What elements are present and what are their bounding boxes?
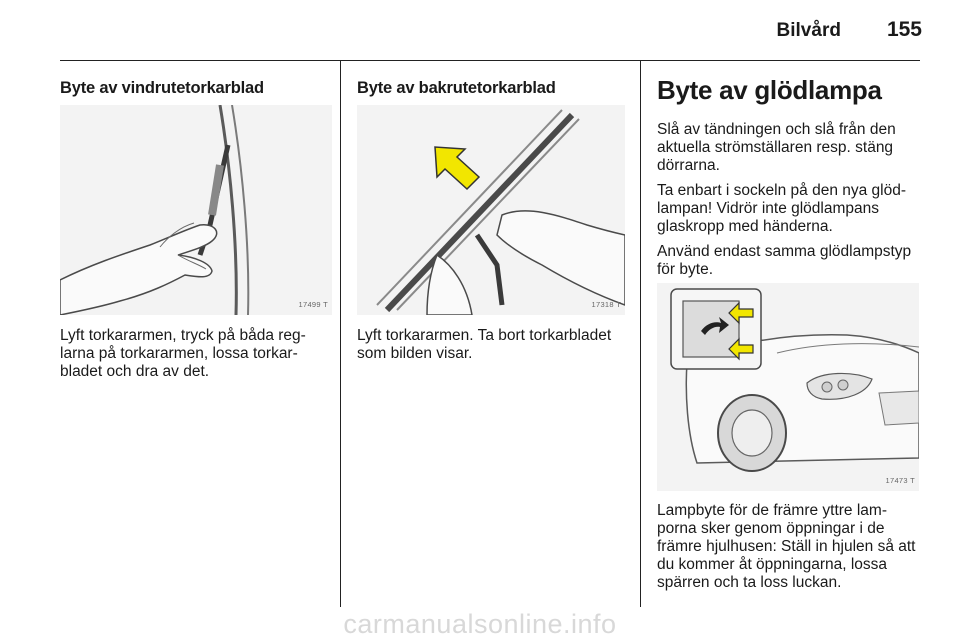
section-heading-large: Byte av glödlampa <box>657 75 882 105</box>
instruction-paragraph: Slå av tändningen och slå från den aktuella strömställaren resp. stäng dörrarna. <box>657 121 896 174</box>
wiper-blade-illustration <box>60 105 332 315</box>
rear-wiper-drawing <box>357 105 625 315</box>
column-windscreen-wiper <box>60 61 332 606</box>
figure-caption: Lyft torkararmen. Ta bort torkarbladet som bilden visar. <box>357 327 612 362</box>
instruction-paragraph: Ta enbart i sockeln på den nya glöd- lampan! Vidrör inte glödlampans glaskropp med händerna. <box>657 182 907 235</box>
column-rear-wiper <box>357 61 625 606</box>
figure-caption: Lyft torkararmen, tryck på båda reg- larna på torkararmen, lossa torkar- bladet och dra av det. <box>60 327 306 380</box>
figure-number: 17499 T <box>298 300 328 309</box>
headlamp-access-illustration <box>657 283 919 491</box>
instructions <box>657 121 927 286</box>
section-heading: Byte av vindrutetorkarblad <box>60 79 264 97</box>
figure-number: 17473 T <box>885 476 915 485</box>
section-title: Bilvård <box>776 20 841 41</box>
column-divider <box>340 61 341 607</box>
watermark: carmanualsonline.info <box>343 609 617 639</box>
section-heading: Byte av bakrutetorkarblad <box>357 79 556 97</box>
figure-caption: Lampbyte för de främre yttre lam- porna sker genom öppningar i de främre hjulhusen: Ställ in hjulen så att du kommer åt öppningarna, lossa spärren och ta loss luckan. <box>657 502 916 591</box>
column-bulb-replacement <box>657 61 927 606</box>
wiper-hand-drawing <box>60 105 332 315</box>
column-divider <box>640 61 641 607</box>
page-number: 155 <box>886 18 922 41</box>
instruction-paragraph: Använd endast samma glödlampstyp för byte. <box>657 243 912 278</box>
rear-wiper-illustration <box>357 105 625 315</box>
page-header <box>777 18 922 42</box>
figure-number: 17318 T <box>591 300 621 309</box>
car-front-drawing <box>657 283 919 491</box>
